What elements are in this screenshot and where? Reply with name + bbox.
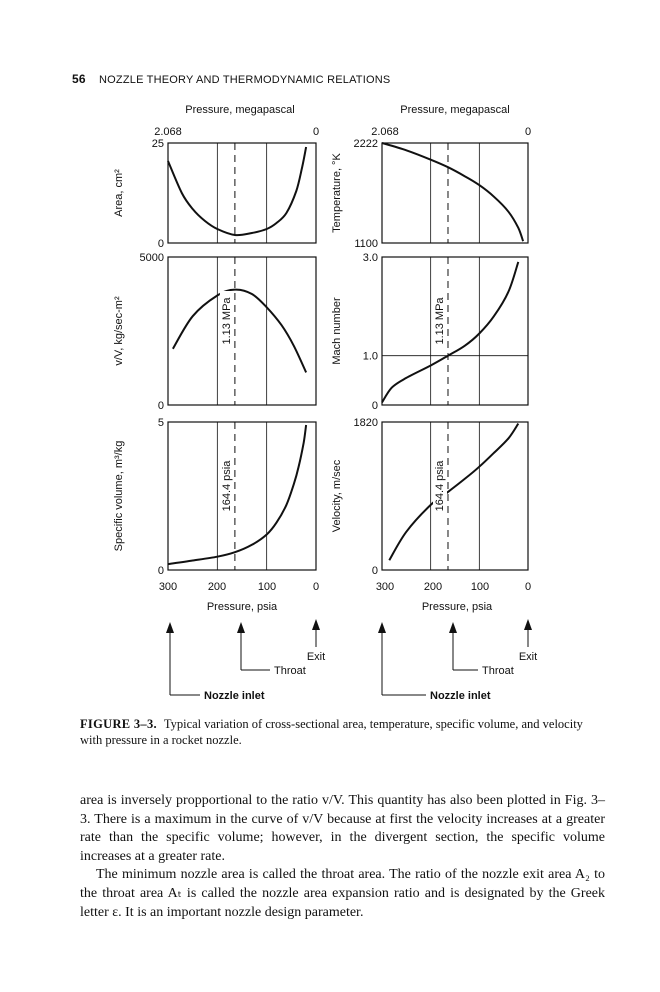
bottom-tick-200-right: 200: [423, 581, 443, 593]
running-header: [72, 72, 390, 86]
y-tick-label: 0: [157, 565, 164, 577]
y-axis-label: Specific volume, m³/kg: [113, 440, 125, 552]
chart-series-line: [382, 262, 518, 403]
y-tick-label: 25: [151, 138, 164, 150]
running-title: NOZZLE THEORY AND THERMODYNAMIC RELATIONS: [99, 74, 391, 86]
bottom-axis-right: [376, 581, 531, 613]
throat-pressure-label: 164.4 psia: [220, 460, 233, 512]
top-axis-label-left: Pressure, megapascal: [185, 104, 295, 116]
top-tick-high-left: 2.068: [154, 126, 182, 138]
y-tick-label: 0: [371, 565, 378, 577]
bottom-axis-label-left: Pressure, psia: [206, 601, 278, 613]
y-tick-label: 5: [157, 417, 164, 429]
y-tick-label: 1.0: [362, 350, 378, 363]
bottom-tick-200-left: 200: [207, 581, 227, 593]
annotation-arrows-left: [166, 619, 320, 695]
y-tick-label: 3.0: [362, 252, 378, 264]
bottom-tick-300-right: 300: [375, 581, 395, 593]
chart-panels: [113, 138, 528, 577]
chart-series-line: [168, 425, 306, 564]
y-tick-label: 2222: [353, 138, 378, 150]
bottom-axis-left: [159, 581, 319, 613]
y-tick-label: 0: [157, 238, 164, 250]
paragraph: The minimum nozzle area is called the throat area. The ratio of the nozzle exit area A₂ to the throat area Aₜ is called the nozzle area expansion ratio and is designated by the Greek letter ε. It is an important nozzle design parameter.: [80, 867, 605, 920]
y-tick-label: 5000: [139, 252, 164, 264]
bottom-tick-300-left: 300: [158, 581, 178, 593]
y-axis-label: Temperature, °K: [331, 153, 343, 233]
chart-frame: [382, 143, 528, 243]
body-text: [80, 792, 605, 922]
annotation-arrows-right: [378, 619, 532, 695]
paragraph: area is inversely propportional to the ratio v/V. This quantity has also been plotted in Fig. 3–3. There is a maximum in the curve of v/V because at first the velocity increases at a greater rate than the specific volume; however, in the divergent section, the specific volume increases at a greater rate.: [80, 793, 605, 864]
y-axis-label: Velocity, m/sec: [331, 459, 343, 533]
throat-pressure-label: 1.13 MPa: [433, 297, 446, 345]
chart-series-line: [382, 143, 523, 241]
nozzle-charts-figure: [60, 95, 600, 715]
y-tick-label: 1820: [353, 417, 378, 429]
top-tick-high-right: 2.068: [371, 126, 399, 138]
top-tick-low-right: 0: [524, 126, 532, 138]
top-tick-low-left: 0: [312, 126, 320, 138]
chart-frame: [168, 257, 316, 405]
chart-series-line: [389, 424, 518, 561]
bottom-axis-label-right: Pressure, psia: [421, 601, 493, 613]
chart-frame: [382, 257, 528, 405]
y-axis-label: v/V, kg/sec-m²: [113, 296, 125, 366]
y-tick-label: 0: [157, 400, 164, 412]
top-axis-label-right: Pressure, megapascal: [400, 104, 510, 116]
y-axis-label: Mach number: [331, 297, 343, 365]
throat-pressure-label: 1.13 MPa: [220, 297, 233, 345]
inlet-label-left: Nozzle inlet: [204, 690, 265, 702]
bottom-tick-100-right: 100: [470, 581, 490, 593]
bottom-tick-100-left: 100: [257, 581, 277, 593]
page-number: 56: [72, 72, 86, 86]
caption-text: Typical variation of cross-sectional area, temperature, specific volume, and velocity with pressure in a rocket nozzle.: [80, 717, 583, 747]
y-axis-label: Area, cm²: [113, 169, 125, 217]
chart-series-line: [173, 290, 306, 373]
chart-frame: [168, 422, 316, 570]
exit-label-right: Exit: [518, 651, 538, 663]
chart-frame: [168, 143, 316, 243]
throat-label-right: Throat: [482, 665, 514, 677]
chart-series-line: [168, 147, 306, 235]
throat-label-left: Throat: [274, 665, 306, 677]
inlet-label-right: Nozzle inlet: [430, 690, 491, 702]
figure-3-3: [60, 95, 600, 720]
chart-frame: [382, 422, 528, 570]
exit-label-left: Exit: [306, 651, 326, 663]
y-tick-label: 1100: [354, 238, 378, 250]
y-tick-label: 0: [371, 400, 378, 412]
bottom-tick-0-left: 0: [312, 581, 320, 593]
caption-label: FIGURE 3–3.: [80, 717, 157, 731]
throat-pressure-label: 164.4 psia: [433, 460, 446, 512]
figure-caption: [80, 716, 600, 748]
bottom-tick-0-right: 0: [524, 581, 532, 593]
